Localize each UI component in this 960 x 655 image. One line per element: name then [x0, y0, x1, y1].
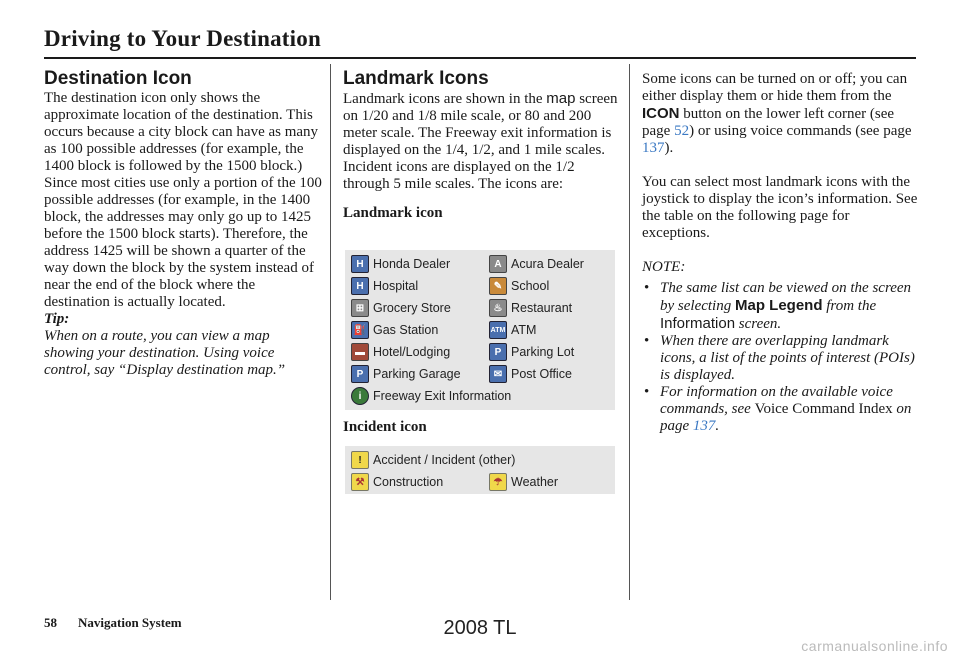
legend-item-acura-dealer	[489, 254, 584, 274]
legend-label: Gas Station	[373, 323, 439, 337]
hotel-icon: ▬	[351, 343, 369, 361]
column-divider-2	[629, 64, 630, 600]
legend-item-honda-dealer	[351, 254, 450, 274]
page-link-137[interactable]: 137	[642, 140, 665, 156]
legend-item-hospital	[351, 276, 418, 296]
legend-item-accident	[351, 450, 515, 470]
intro-text-a: Landmark icons are shown in the	[343, 91, 547, 107]
legend-item-gas-station	[351, 320, 438, 340]
legend-label: Acura Dealer	[511, 257, 584, 271]
hospital-icon: H	[351, 277, 369, 295]
landmark-icons-section	[343, 68, 619, 222]
note1-text-c: from the	[822, 298, 877, 314]
site-watermark: carmanualsonline.info	[801, 638, 948, 654]
map-legend-term: Map Legend	[734, 297, 823, 314]
header-rule	[44, 57, 916, 59]
legend-label: Grocery Store	[373, 301, 451, 315]
legend-label: Freeway Exit Information	[373, 389, 512, 403]
legend-item-grocery-store	[351, 298, 451, 318]
icon-settings-section	[642, 71, 920, 435]
destination-icon-section	[44, 68, 322, 379]
incident-icon-legend	[345, 446, 615, 494]
legend-item-construction	[351, 472, 443, 492]
legend-label: Parking Lot	[511, 345, 575, 359]
note-item: • When there are overlapping landmark icons, a list of the points of interest (POIs) is displayed.	[642, 333, 920, 384]
incident-icon-heading: Incident icon	[343, 419, 427, 435]
gas-station-icon: ⛽	[351, 321, 369, 339]
legend-label: Construction	[373, 475, 444, 489]
grocery-store-icon: ⊞	[351, 299, 369, 317]
tip-label: Tip:	[44, 311, 70, 327]
landmark-icons-heading: Landmark Icons	[343, 68, 489, 89]
honda-dealer-icon: H	[351, 255, 369, 273]
note3-text-c: on page	[660, 401, 912, 434]
joystick-paragraph: You can select most landmark icons with the joystick to display the icon’s information. See the table on the following page for exceptions.	[642, 174, 918, 241]
legend-item-school	[489, 276, 549, 296]
note-list	[642, 280, 920, 435]
legend-label: ATM	[511, 323, 537, 337]
atm-icon: ATM	[489, 321, 507, 339]
intro-text-b: screen on 1/20 and 1/8 mile scale, or 80 and 200 meter scale. The Freeway exit information is displayed on the 1/4, 1/2, and 1 mile scales. Incident icons are displayed on the 1/2 through 5 mile scales. The icons are:	[343, 91, 618, 192]
note1-text-a: The same list can be viewed on the screen by selecting	[660, 280, 912, 314]
p1-text-a: Some icons can be turned on or off; you can either display them or hide them from the	[642, 71, 908, 104]
parking-garage-icon: P	[351, 365, 369, 383]
page-link-52[interactable]: 52	[674, 123, 690, 139]
destination-icon-heading: Destination Icon	[44, 68, 192, 89]
legend-label: Parking Garage	[373, 367, 461, 381]
legend-label: Accident / Incident (other)	[373, 453, 516, 467]
legend-label: School	[511, 279, 550, 293]
tip-text: When on a route, you can view a map showing your destination. Using voice control, say “Display destination map.”	[44, 328, 286, 378]
legend-item-hotel	[351, 342, 450, 362]
information-term: Information	[660, 315, 736, 332]
acura-dealer-icon: A	[489, 255, 507, 273]
landmark-icon-heading: Landmark icon	[343, 205, 443, 221]
voice-command-index-term: Voice Command Index	[754, 401, 893, 417]
incident-icon-heading-wrap	[343, 419, 619, 436]
model-watermark: 2008 TL	[443, 617, 517, 639]
note-item	[642, 280, 920, 333]
legend-item-atm	[489, 320, 536, 340]
accident-icon: !	[351, 451, 369, 469]
p1-text-b: button on the lower left corner (see page	[642, 106, 895, 139]
legend-label: Post Office	[511, 367, 572, 381]
legend-label: Honda Dealer	[373, 257, 451, 271]
note-item	[642, 384, 920, 435]
note1-text-e: screen.	[735, 316, 782, 332]
note3-text-a: For information on the available voice commands, see	[660, 384, 893, 417]
page-header-title: Driving to Your Destination	[44, 26, 321, 51]
legend-label: Hospital	[373, 279, 419, 293]
landmark-intro	[343, 90, 619, 193]
icon-button-term: ICON	[642, 105, 680, 122]
legend-label: Restaurant	[511, 301, 573, 315]
legend-item-parking-lot	[489, 342, 574, 362]
freeway-exit-icon: i	[351, 387, 369, 405]
school-icon: ✎	[489, 277, 507, 295]
landmark-icon-legend	[345, 250, 615, 410]
p1-text-c: ) or using voice commands (see page	[689, 123, 912, 139]
column-divider-1	[330, 64, 331, 600]
page-link-137-note[interactable]: 137	[692, 418, 716, 434]
weather-icon: ☂	[489, 473, 507, 491]
legend-item-freeway-exit	[351, 386, 511, 406]
parking-lot-icon: P	[489, 343, 507, 361]
legend-label: Weather	[511, 475, 559, 489]
map-term: map	[546, 90, 576, 107]
restaurant-icon: ♨	[489, 299, 507, 317]
icon-toggle-paragraph	[642, 71, 920, 157]
legend-item-post-office	[489, 364, 572, 384]
construction-icon: ⚒	[351, 473, 369, 491]
destination-icon-body: The destination icon only shows the approximate location of the destination. This occurs because a city block can have as many as 100 possible addresses (for example, the 1400 block is followed by the 1500 block.) Since most cities use only a portion of the 100 possible addresses (for example, in the 1400 block, the addresses may only go up to 1425 before the 1500 block starts). Therefore, the address 1425 will be shown a quarter of the way down the block by the system instead of near the end of the block where the destination is actually located.	[44, 90, 322, 310]
note3-text-e: .	[715, 418, 720, 434]
footer-label: Navigation System	[78, 615, 182, 630]
legend-item-restaurant	[489, 298, 572, 318]
note-label: NOTE:	[642, 259, 686, 275]
page-number: 58	[44, 615, 57, 630]
legend-item-parking-garage	[351, 364, 461, 384]
legend-label: Hotel/Lodging	[373, 345, 451, 359]
legend-item-weather	[489, 472, 558, 492]
p1-text-d: ).	[664, 140, 674, 156]
post-office-icon: ✉	[489, 365, 507, 383]
